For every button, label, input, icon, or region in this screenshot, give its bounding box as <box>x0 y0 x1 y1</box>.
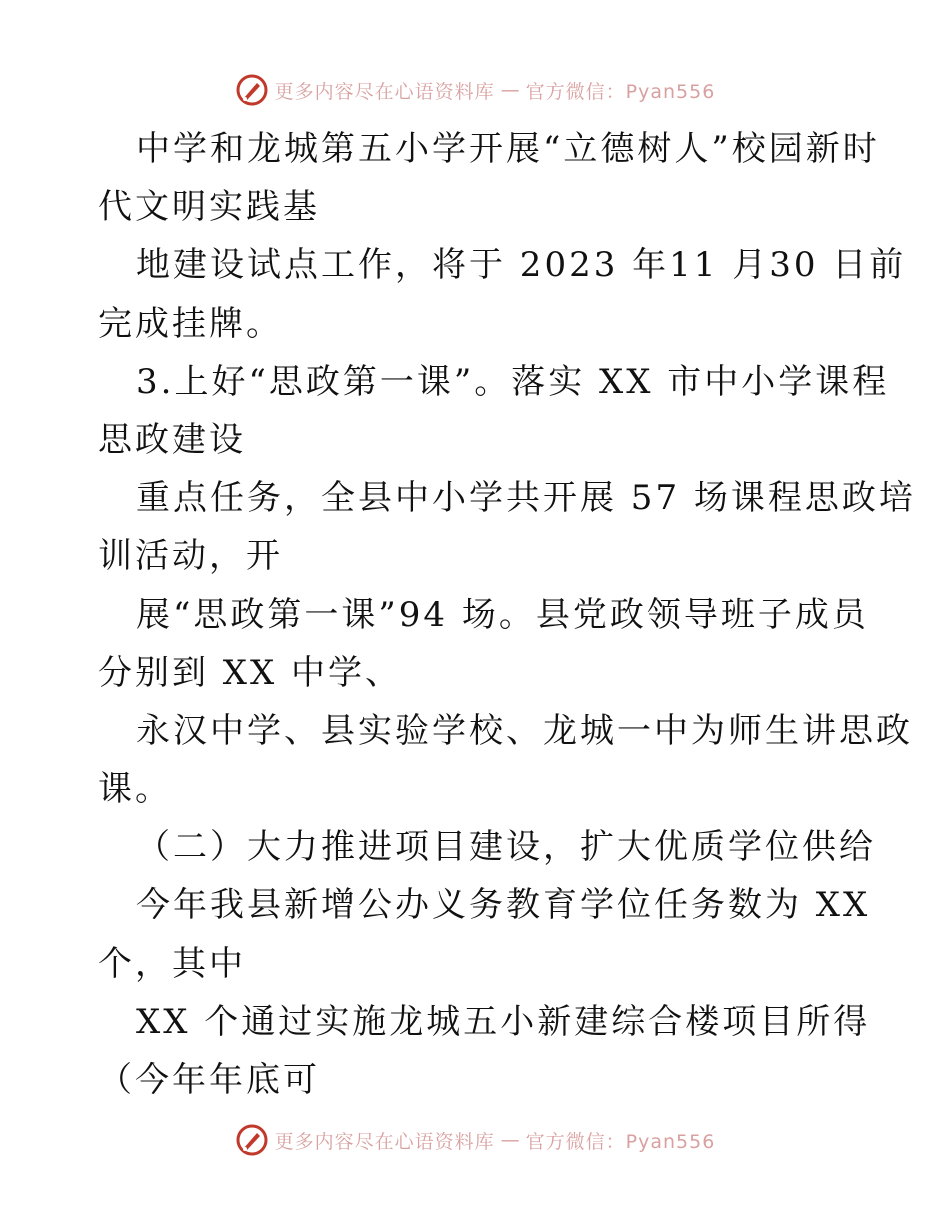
text-line: 永汉中学、县实验学校、龙城一中为师生讲思政 <box>136 710 913 751</box>
text-line: 完成挂牌。 <box>98 303 283 344</box>
document-body <box>98 120 916 1109</box>
text-line: 代文明实践基 <box>98 187 320 228</box>
text-line: XX 个通过实施龙城五小新建综合楼项目所得 <box>136 1001 871 1042</box>
text-line: 地建设试点工作，将于 2023 年11 月30 日前 <box>136 245 907 286</box>
pen-logo-icon <box>235 1123 269 1157</box>
text-line: 分别到 XX 中学、 <box>98 652 403 693</box>
text-line: 今年我县新增公办义务教育学位任务数为 XX <box>136 885 871 926</box>
watermark-dash: — <box>500 1129 520 1151</box>
watermark-contact: 官方微信：Pyan556 <box>525 80 716 103</box>
text-line: 训活动，开 <box>98 536 283 577</box>
header-watermark <box>0 70 950 110</box>
text-line: 中学和龙城第五小学开展“立德树人”校园新时 <box>136 129 880 169</box>
section-heading: （二）大力推进项目建设，扩大优质学位供给 <box>136 827 876 868</box>
watermark-contact: 官方微信：Pyan556 <box>525 1130 716 1153</box>
pen-logo-icon <box>235 73 269 107</box>
watermark-text: 更多内容尽在心语资料库 <box>274 80 495 103</box>
watermark-text: 更多内容尽在心语资料库 <box>274 1130 495 1153</box>
watermark-dash: — <box>500 79 520 101</box>
text-line: 重点任务，全县中小学共开展 57 场课程思政培 <box>136 478 916 519</box>
text-line: 3.上好“思政第一课”。落实 XX 市中小学课程 <box>136 361 890 402</box>
text-line: 个，其中 <box>98 943 246 984</box>
text-line: 课。 <box>98 769 172 810</box>
text-line: 思政建设 <box>98 419 246 460</box>
footer-watermark <box>0 1120 950 1160</box>
text-line: 展“思政第一课”94 场。县党政领导班子成员 <box>136 594 869 635</box>
text-line: （今年年底可 <box>98 1060 320 1100</box>
